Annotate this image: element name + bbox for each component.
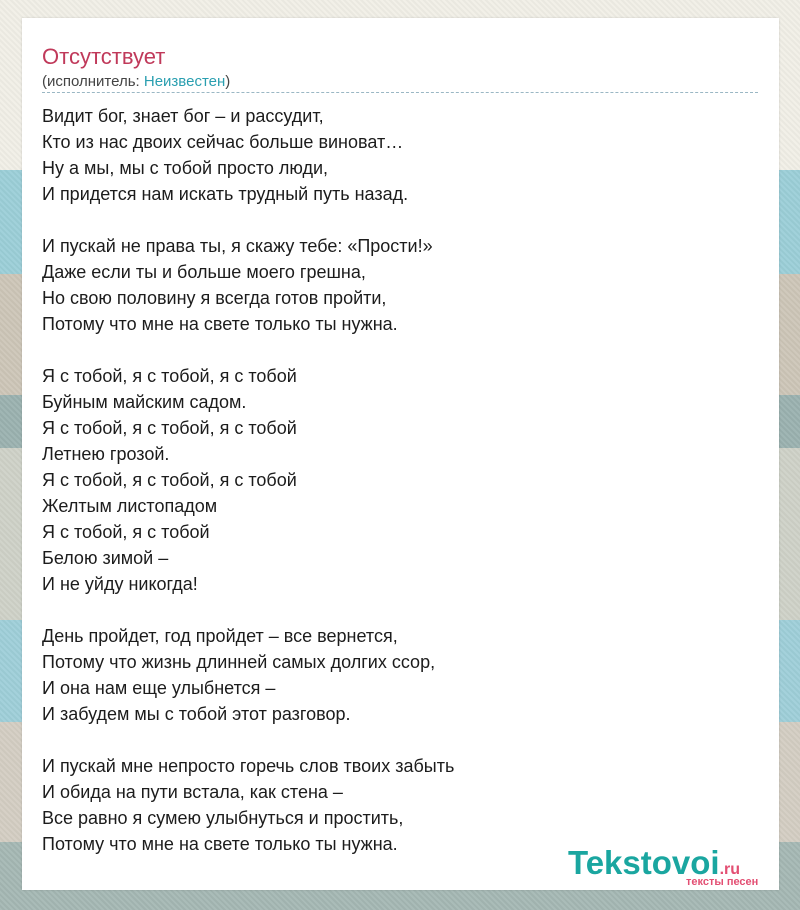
lyric-line: Видит бог, знает бог – и рассудит,: [42, 106, 324, 126]
artist-suffix: ): [225, 73, 231, 90]
lyrics-card: [22, 18, 779, 890]
lyric-line: Я с тобой, я с тобой: [42, 522, 210, 542]
lyric-line: Буйным майским садом.: [42, 392, 247, 412]
lyric-line: Ну а мы, мы с тобой просто люди,: [42, 158, 329, 178]
stanza-break: [42, 207, 752, 233]
divider: [42, 92, 758, 93]
lyric-line: И обида на пути встала, как стена –: [42, 782, 343, 802]
lyric-line: И пускай мне непросто горечь слов твоих забыть: [42, 756, 455, 776]
lyric-line: И она нам еще улыбнется –: [42, 678, 276, 698]
stanza-break: [42, 727, 752, 753]
logo-tagline: тексты песен: [686, 876, 759, 888]
lyric-line: Летнею грозой.: [42, 444, 170, 464]
lyric-line: И пускай не права ты, я скажу тебе: «Прости!»: [42, 236, 433, 256]
lyric-line: Потому что мне на свете только ты нужна.: [42, 834, 398, 854]
artist-prefix: (исполнитель:: [42, 73, 144, 90]
lyric-line: Потому что жизнь длинней самых долгих ссор,: [42, 652, 436, 672]
stanza-break: [42, 337, 752, 363]
stanza-break: [42, 597, 752, 623]
lyric-line: Я с тобой, я с тобой, я с тобой: [42, 418, 297, 438]
lyric-line: Но свою половину я всегда готов пройти,: [42, 288, 387, 308]
lyric-line: Желтым листопадом: [42, 496, 218, 516]
lyric-line: Кто из нас двоих сейчас больше виноват…: [42, 132, 404, 152]
lyric-line: День пройдет, год пройдет – все вернется,: [42, 626, 398, 646]
lyric-line: И не уйду никогда!: [42, 574, 198, 594]
lyric-line: Я с тобой, я с тобой, я с тобой: [42, 470, 297, 490]
site-logo[interactable]: [568, 846, 778, 886]
artist-link[interactable]: Неизвестен: [143, 73, 226, 90]
lyric-line: Я с тобой, я с тобой, я с тобой: [42, 366, 297, 386]
lyric-line: Белою зимой –: [42, 548, 169, 568]
song-title: Отсутствует: [42, 44, 166, 69]
lyric-line: Все равно я сумею улыбнуться и простить,: [42, 808, 404, 828]
logo-tld: .ru: [719, 861, 741, 878]
lyric-line: И придется нам искать трудный путь назад.: [42, 184, 409, 204]
lyric-line: Даже если ты и больше моего грешна,: [42, 262, 366, 282]
artist-line: [42, 73, 230, 91]
lyric-line: Потому что мне на свете только ты нужна.: [42, 314, 398, 334]
logo-name: Tekstovoi: [568, 844, 720, 881]
lyrics-body: [42, 103, 752, 857]
lyric-line: И забудем мы с тобой этот разговор.: [42, 704, 351, 724]
